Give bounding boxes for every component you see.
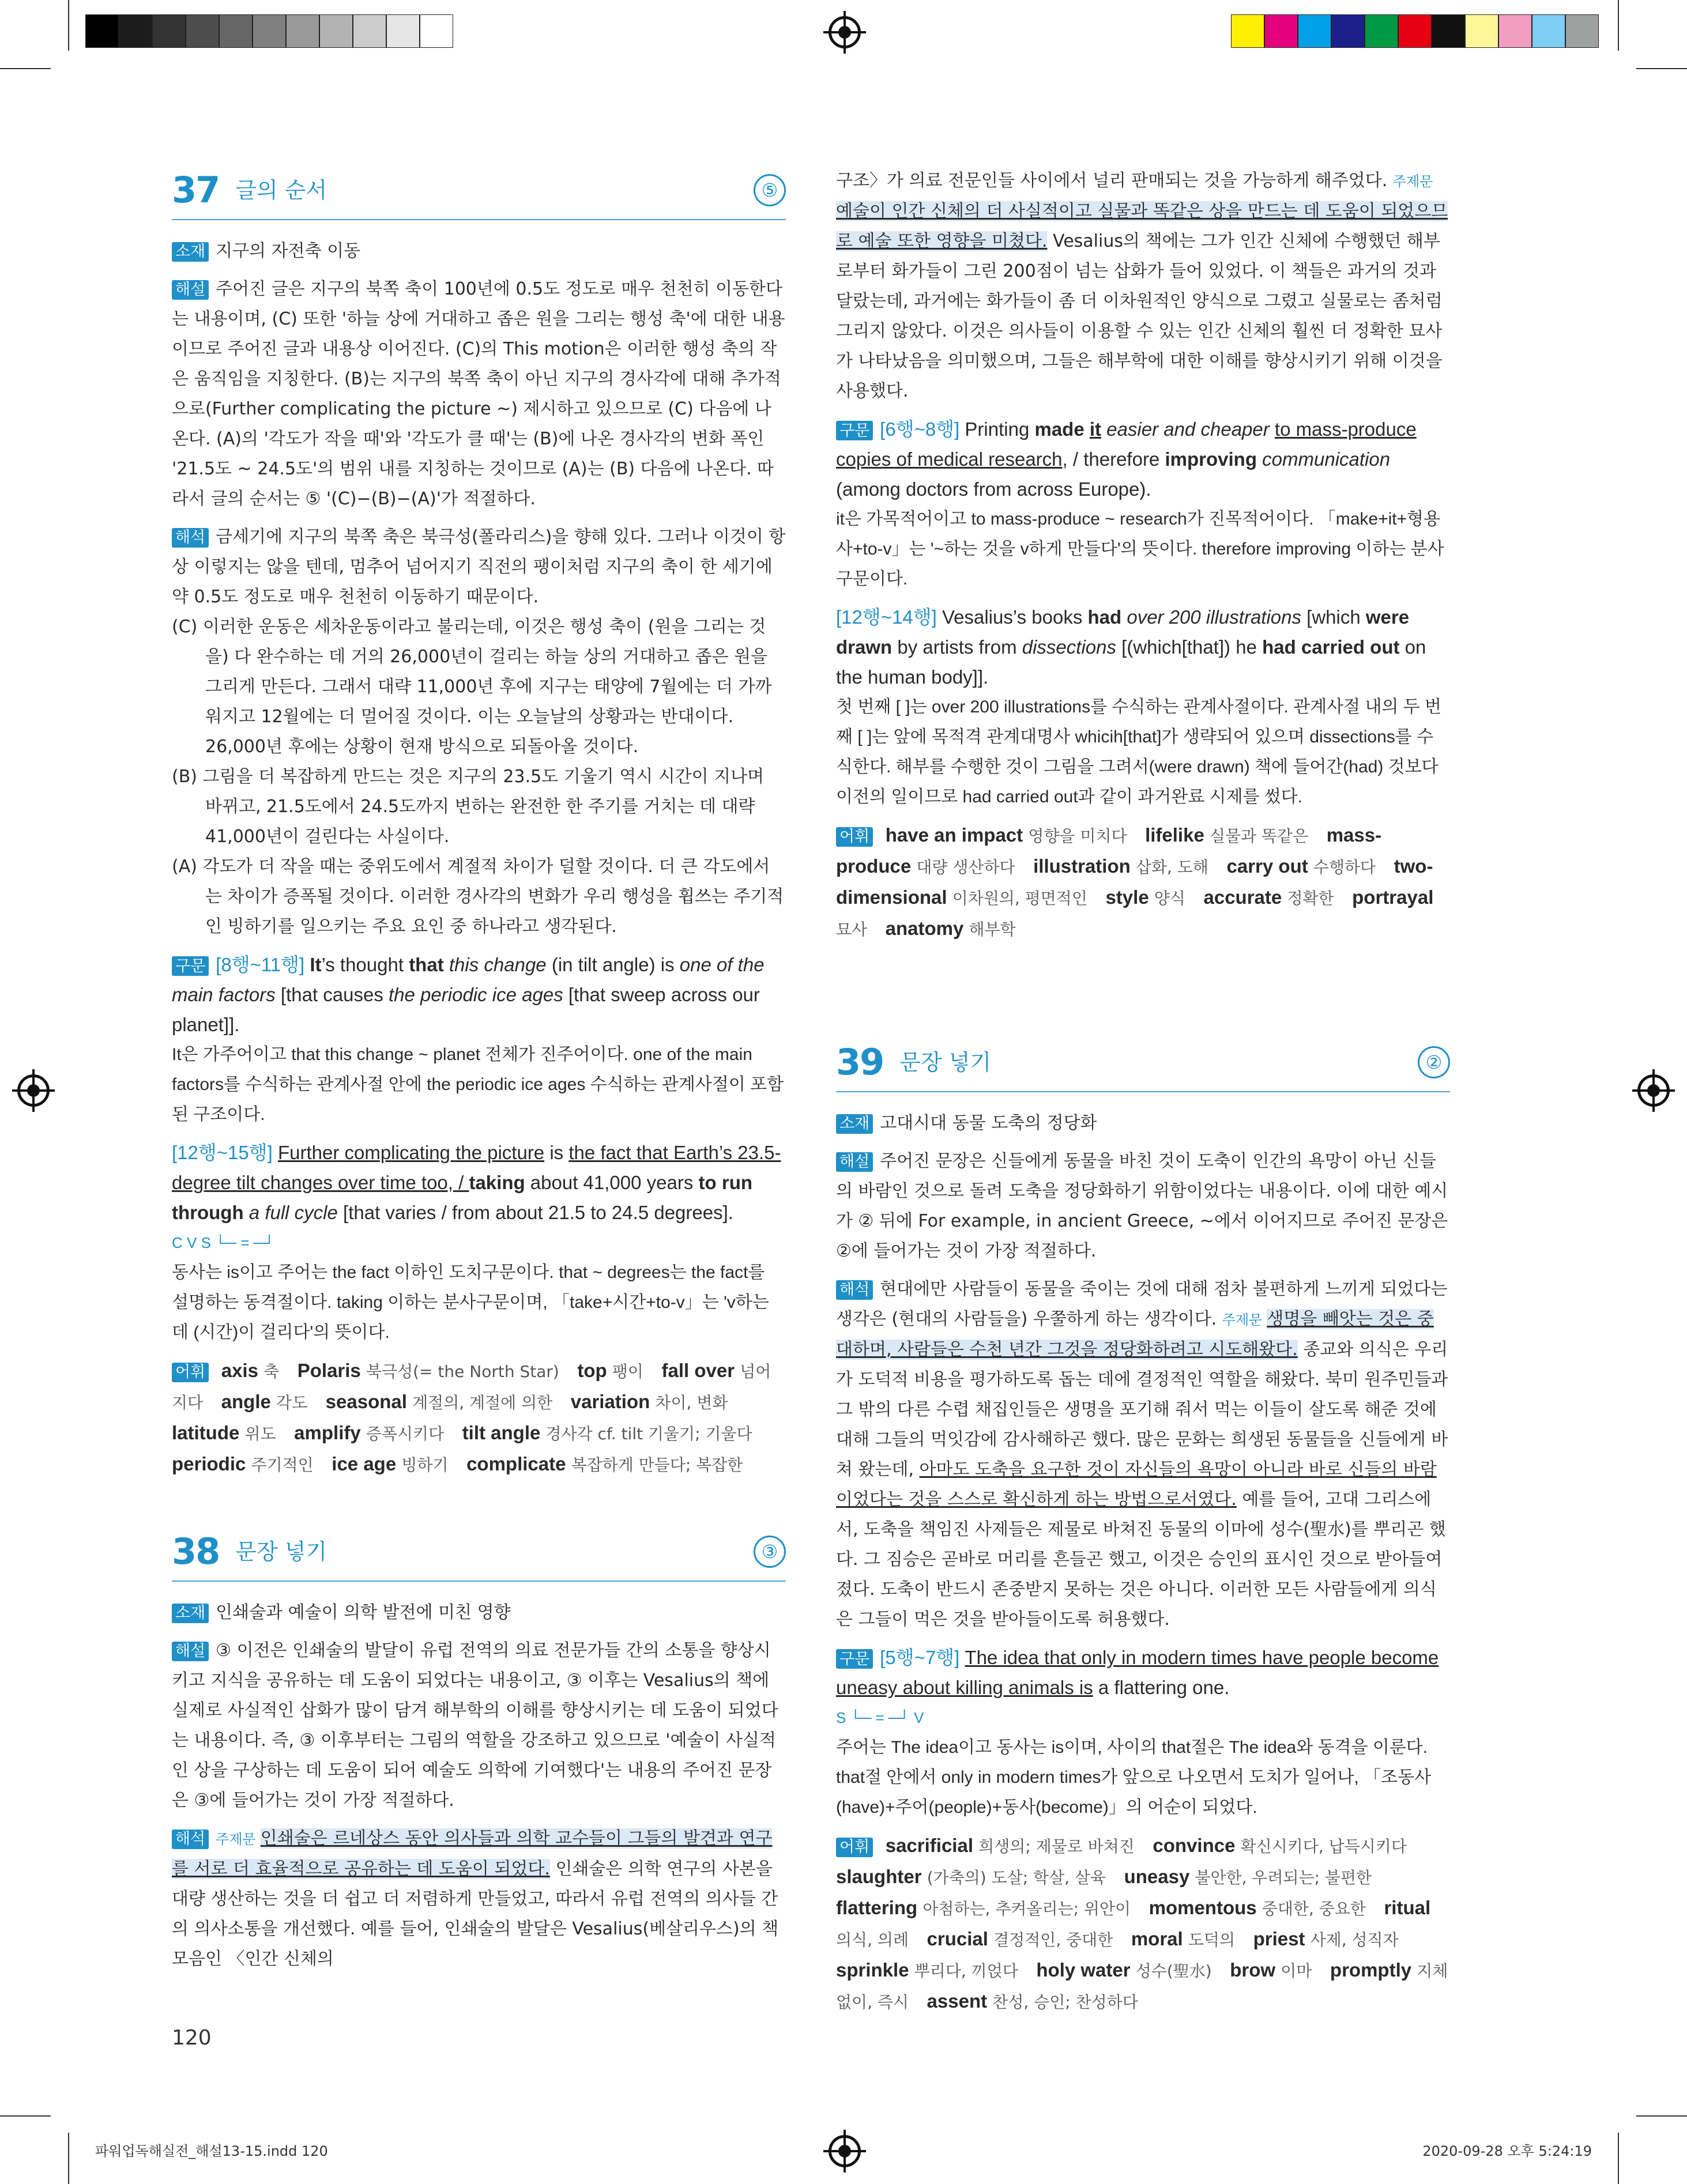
topic-sentence-note: 주제문: [1222, 1312, 1263, 1328]
vocab-block: [836, 1831, 1450, 2017]
vocab-meaning: 계절의, 계절에 의한: [412, 1393, 553, 1412]
vocab-meaning: 희생의; 제물로 바쳐진: [978, 1837, 1135, 1856]
vocab-block: [836, 820, 1450, 945]
sentence-part: were drawn: [836, 606, 1410, 658]
vocab-meaning: 축: [263, 1362, 280, 1381]
topic-sentence-note: 주제문: [1392, 173, 1433, 190]
sentence-part: ’s thought: [321, 954, 409, 975]
crop-mark: [0, 68, 51, 69]
question-type: 문장 넣기: [899, 1050, 992, 1075]
vocab-meaning: 아첨하는, 추켜올리는; 위안이: [922, 1899, 1131, 1918]
tag-haeseol: 해설: [172, 280, 209, 300]
tag-gumun: 구문: [172, 956, 209, 976]
sentence-part: (in tilt angle) is: [546, 954, 680, 975]
vocab-meaning: 대량 생산하다: [916, 858, 1015, 877]
sentence-part: Vesalius’s books: [942, 606, 1088, 628]
sentence-part: taking: [469, 1172, 525, 1193]
vocab-word: promptly: [1330, 1959, 1417, 1981]
vocab-word: axis: [221, 1360, 264, 1381]
syntax-block-1: [836, 414, 1450, 594]
vocab-word: sacrificial: [885, 1835, 979, 1856]
vocab-meaning: 주기적인: [251, 1455, 314, 1474]
sentence-part: [that sweep across our planet]].: [172, 984, 760, 1035]
syntax-explanation: 주어는 The idea이고 동사는 is이며, 사이의 that절은 The idea와 동격을 이룬다. that절 안에서 only in modern times가 앞으로 나오면서 도치가 일어나, 「조동사(have)+주어(people)+동사(become)」의 어순이 되었다.: [836, 1738, 1432, 1817]
translation-text: 현대에만 사람들이 동물을 죽이는 것에 대해 점차 불편하게 느끼게 되었다는 생각은 (현대의 사람들을) 우쭐하게 하는 생각이다.: [836, 1279, 1448, 1329]
subject-phrase: Further complicating the picture: [277, 1142, 545, 1163]
vocab-meaning: 각도: [276, 1393, 308, 1412]
translation-text: 예를 들어, 고대 그리스에서, 도축을 책임진 사제들은 제물로 바쳐진 동물의 이마에 성수(聖水)를 뿌리곤 했다. 그 짐승은 곧바로 머리를 흔들곤 했고, 이것은 승인의 표시인 것으로 받아들여졌다. 도축이 반드시 존중받지 못하는 것은 아니다. 이러한 모든 사람들에게 의식은 그들이 먹은 것을 받아들이도록 허용했다.: [836, 1489, 1446, 1629]
crop-mark: [1636, 2115, 1687, 2117]
vocab-meaning: 도덕의: [1188, 1930, 1236, 1949]
sentence-part: one of the main factors: [172, 954, 765, 1005]
topic-sentence: 인쇄술은 르네상스 동안 의사들과 의학 교수들이 그들의 발견과 연구를 서로 더 효율적으로 공유하는 데 도움이 되었다.: [172, 1828, 773, 1879]
vocab-meaning: 중대한, 중요한: [1262, 1899, 1366, 1918]
sentence-part: , / therefore: [1062, 448, 1165, 470]
vocab-word: uneasy: [1124, 1866, 1195, 1887]
grammar-marks: [836, 1703, 1450, 1733]
vocab-word: accurate: [1203, 887, 1287, 908]
grammar-marks: C V S └─ = ─┘: [172, 1234, 275, 1251]
sentence-part: made: [1034, 418, 1084, 440]
vocab-word: top: [577, 1360, 612, 1381]
vocab-meaning: 복잡하게 만들다; 복잡한: [571, 1455, 743, 1474]
translation-a: (A) 각도가 더 작을 때는 중위도에서 계절적 차이가 덜할 것이다. 더 큰 각도에서는 차이가 증폭될 것이다. 이러한 경사각의 변화가 우리 행성을 휩쓰는 주기적인 빙하기를 일으키는 주요 요인 중 하나라고 생각된다.: [172, 857, 784, 937]
sentence-part: the periodic ice ages: [389, 984, 563, 1005]
vocab-word: carry out: [1226, 855, 1313, 877]
vocab-word: lifelike: [1145, 824, 1210, 846]
vocab-word: complicate: [466, 1453, 571, 1474]
vocab-meaning: 양식: [1154, 889, 1185, 908]
grayscale-bar: [85, 14, 453, 49]
vocab-meaning: 넘어지다: [172, 1362, 771, 1412]
vocab-meaning: 이마: [1281, 1962, 1312, 1981]
explanation-block: [172, 274, 786, 514]
question-type: 문장 넣기: [235, 1539, 327, 1564]
translation-intro: 금세기에 지구의 북쪽 축은 북극성(폴라리스)을 향해 있다. 그러나 이것이 항상 이렇지는 않을 텐데, 멈추어 넘어지기 직전의 팽이처럼 지구의 축이 한 세기에 약 0.5도 정도로 매우 천천히 이동하기 때문이다.: [172, 527, 786, 607]
vocab-meaning: 뿌리다, 끼얹다: [914, 1962, 1018, 1981]
vocab-meaning: 빙하기: [401, 1455, 449, 1474]
section-header-37: [172, 161, 786, 220]
page-number: 120: [172, 2026, 212, 2050]
vocab-word: slaughter: [836, 1866, 927, 1887]
vocab-meaning: 결정적인, 중대한: [993, 1930, 1113, 1949]
explanation-block: [836, 1146, 1450, 1266]
tag-haeseok: 해석: [172, 528, 209, 548]
sentence-part: [which: [1301, 606, 1366, 628]
syntax-explanation: it은 가목적어이고 to mass-produce ~ research가 진목적어이다. 「make+it+형용사+to-v」는 '~하는 것을 v하게 만들다'의 뜻이다. therefore improving 이하는 분사구문이다.: [836, 510, 1444, 589]
crop-mark: [1636, 68, 1687, 69]
sentence-part: improving: [1165, 448, 1257, 470]
translation-b: (B) 그림을 더 복잡하게 만드는 것은 지구의 23.5도 기울기 역시 시간이 지나며 바뀌고, 21.5도에서 24.5도까지 변하는 완전한 한 주기를 거치는 데 대략 41,000년이 걸린다는 사실이다.: [172, 767, 765, 847]
line-ref: [5행~7행]: [880, 1647, 960, 1668]
line-ref: [6행~8행]: [880, 418, 960, 440]
sentence-part: [that varies / from about 21.5 to 24.5 degrees].: [337, 1202, 733, 1223]
vocab-meaning: 북극성(= the North Star): [366, 1362, 559, 1381]
vocab-word: mass-produce: [836, 824, 1382, 877]
left-column: [172, 161, 786, 1982]
explanation-block: [172, 1636, 786, 1816]
vocab-word: priest: [1253, 1928, 1311, 1949]
answer-badge: ②: [1418, 1046, 1450, 1078]
answer-badge: ⑤: [754, 174, 786, 206]
sentence-part: [(which[that]) he: [1116, 636, 1263, 658]
sentence-part: to mass-produce copies of medical research: [836, 418, 1417, 470]
tag-sojae: 소재: [172, 1604, 209, 1623]
topic-block: [172, 236, 786, 266]
tag-gumun: 구문: [836, 1649, 873, 1669]
vocab-word: amplify: [294, 1422, 366, 1443]
vocab-meaning: 사제, 성직자: [1310, 1930, 1399, 1949]
sentence-part: on the human body]].: [836, 636, 1426, 688]
translation-text: 구조〉가 의료 전문인들 사이에서 널리 판매되는 것을 가능하게 해주었다.: [836, 171, 1388, 191]
vocab-meaning: 의식, 의례: [836, 1930, 909, 1949]
vocab-meaning: 영향을 미치다: [1028, 827, 1127, 846]
syntax-explanation: 첫 번째 [ ]는 over 200 illustrations를 수식하는 관계사절이다. 관계사절 내의 두 번째 [ ]는 앞에 목적격 관계대명사 whicih[that]가 생략되어 있으며 dissections를 수식한다. 해부를 수행한 것이 그림을 그려서(were drawn) 책에 들어간(had) 것보다 이전의 일이므로 had carried out과 같이 과거완료 시제를 썼다.: [836, 697, 1442, 806]
vocab-meaning: (가축의) 도살; 학살, 살육: [927, 1868, 1106, 1887]
translation-block: [836, 1274, 1450, 1635]
tag-sojae: 소재: [836, 1114, 873, 1134]
vocab-word: latitude: [172, 1422, 245, 1443]
registration-mark-bottom: [829, 2135, 861, 2167]
vocab-meaning: 해부학: [969, 920, 1016, 939]
sentence-part: Printing: [965, 418, 1035, 440]
syntax-block-1: [172, 950, 786, 1130]
sentence-part: a flattering one.: [1093, 1677, 1230, 1698]
translation-text: 인쇄술은 의학 연구의 사본을 대량 생산하는 것을 더 쉽고 더 저렴하게 만들었고, 따라서 유럽 전역의 의사들 간의 의사소통을 개선했다. 예를 들어, 인쇄술의 발달은 Vesalius(베살리우스)의 책 모음인 〈인간 신체의: [172, 1859, 779, 1969]
color-bar: [1231, 14, 1599, 49]
sentence-part: that only in modern times have people become uneasy about killing animals: [836, 1647, 1439, 1698]
syntax-block-2: [836, 602, 1450, 812]
vocab-word: variation: [570, 1391, 656, 1412]
topic-text: 지구의 자전축 이동: [216, 241, 361, 261]
tag-eohwi: 어휘: [836, 1838, 873, 1857]
vocab-meaning: 수행하다: [1313, 858, 1376, 877]
sentence-part: had: [1087, 606, 1122, 628]
vocab-word: portrayal: [1352, 887, 1434, 908]
topic-block: [172, 1598, 786, 1628]
translation-text: Vesalius의 책에는 그가 인간 신체에 수행했던 해부로부터 화가들이 그린 200점이 넘는 삽화가 들어 있었다. 이 책들은 과거의 것과 달랐는데, 과거에는 화가들이 좀 더 이차원적인 양식으로 그렸고 실물로는 좀처럼 그리지 않았다. 이것은 의사들이 이용할 수 있는 인간 신체의 훨씬 더 정확한 묘사가 나타났음을 의미했으며, 그들은 해부학에 대한 이해를 향상시키기 위해 이것을 사용했다.: [836, 231, 1443, 401]
vocab-word: holy water: [1036, 1959, 1136, 1981]
sentence-part: had carried out: [1262, 636, 1400, 658]
section-header-39: [836, 1033, 1450, 1092]
vocab-meaning: 불안한, 우려되는; 불편한: [1195, 1868, 1372, 1887]
vocab-meaning: 성수(聖水): [1135, 1962, 1212, 1981]
vocab-meaning: 증폭시키다: [366, 1424, 445, 1443]
tag-haeseol: 해설: [836, 1152, 873, 1172]
sentence-part: dissections: [1022, 636, 1116, 658]
topic-text: 인쇄술과 예술이 의학 발전에 미친 영향: [216, 1602, 511, 1623]
question-number: 37: [172, 169, 220, 211]
grammar-mark-v: V: [914, 1709, 924, 1726]
sentence-part: over 200 illustrations: [1127, 606, 1301, 628]
vocab-word: convince: [1153, 1835, 1241, 1856]
section-header-38: [172, 1523, 786, 1582]
verb: is: [544, 1142, 569, 1163]
verb: is: [1074, 1677, 1093, 1698]
tag-sojae: 소재: [172, 242, 209, 262]
sentence-part: that: [409, 954, 444, 975]
crop-mark: [68, 2133, 69, 2184]
vocab-word: assent: [927, 1990, 993, 2012]
vocab-word: flattering: [836, 1897, 923, 1918]
line-ref: [12행~14행]: [836, 606, 937, 628]
vocab-word: anatomy: [885, 918, 969, 939]
line-ref: [12행~15행]: [172, 1142, 273, 1163]
vocab-meaning: 차이, 변화: [655, 1393, 728, 1412]
vocab-word: tilt angle: [462, 1422, 546, 1443]
footer-filename: 파워업독해실전_해설13-15.indd 120: [95, 2143, 328, 2159]
question-number: 38: [172, 1530, 220, 1572]
vocab-word: ritual: [1384, 1897, 1431, 1918]
crop-mark: [68, 0, 69, 51]
translation-continued: [836, 166, 1450, 406]
topic-sentence: 예술이 인간 신체의 더 사실적이고 실물과 똑같은 상을 만드는 데 도움이 되었으므로 예술 또한 영향을 미쳤다.: [836, 201, 1448, 251]
vocab-word: fall over: [661, 1360, 740, 1381]
translation-c: (C) 이러한 운동은 세차운동이라고 불리는데, 이것은 행성 축이 (원을 그리는 것을) 다 완수하는 데 거의 26,000년이 걸리는 하늘 상의 거대하고 좁은 원을 그리게 만든다. 그래서 대략 11,000년 후에 지구는 태양에 7월에는 더 가까워지고 12월에는 더 멀어질 것이다. 이는 오늘날의 상황과는 반대이다. 26,000년 후에는 상황이 현재 방식으로 되돌아올 것이다.: [172, 617, 772, 757]
vocab-word: Polaris: [297, 1360, 366, 1381]
sentence-part: this change: [449, 954, 547, 975]
explanation-text: ③ 이전은 인쇄술의 발달이 유럽 전역의 의료 전문가들 간의 소통을 향상시키고 지식을 공유하는 데 도움이 되었다는 내용이고, ③ 이후는 Vesalius의 책에 실제로 사실적인 삽화가 많이 담겨 해부학의 이해를 향상시키는 데 도움이 되었다는 내용이다. 즉, ③ 이후부터는 그림의 역할을 강조하고 있으므로 '예술이 사실적인 상을 구상하는 데 도움이 되어 예술도 의학에 기여했다'는 내용의 주어진 문장은 ③에 들어가는 것이 가장 적절하다.: [172, 1640, 778, 1810]
translation-block: [172, 1824, 786, 1974]
vocab-word: brow: [1230, 1959, 1281, 1981]
vocab-word: have an impact: [885, 824, 1029, 846]
vocab-word: illustration: [1033, 855, 1136, 877]
crop-mark: [1618, 0, 1619, 51]
syntax-explanation: It은 가주어이고 that this change ~ planet 전체가 진주어이다. one of the main factors를 수식하는 관계사절 안에 the periodic ice ages 수식하는 관계사절이 포함된 구조이다.: [172, 1045, 784, 1124]
tag-haeseol: 해설: [172, 1642, 209, 1661]
sentence-part: it: [1089, 418, 1102, 440]
explanation-text: 주어진 글은 지구의 북쪽 축이 100년에 0.5도 정도로 매우 천천히 이동한다는 내용이며, (C) 또한 '하늘 상에 거대하고 좁은 원을 그리는 행성 축'에 대한 내용이므로 주어진 글과 내용상 이어진다. (C)의 This motion은 이러한 행성 축의 작은 움직임을 지칭한다. (B)는 지구의 북쪽 축이 아닌 지구의 경사각에 대해 추가적으로(Further complicating the picture ~) 제시하고 있으므로 (C) 다음에 나온다. (A)의 '각도가 작을 때'와 '각도가 클 때'는 (B)에 나온 경사각의 변화 폭인 '21.5도 ~ 24.5도'의 범위 내를 지칭하는 것이므로 (A)는 (B) 다음에 나온다. 따라서 글의 순서는 ⑤ '(C)−(B)−(A)'가 적절하다.: [172, 279, 785, 509]
topic-block: [836, 1108, 1450, 1138]
vocab-meaning: 삽화, 도해: [1135, 858, 1208, 877]
crop-mark: [1618, 2133, 1619, 2184]
vocab-word: style: [1105, 887, 1154, 908]
vocab-word: sprinkle: [836, 1959, 914, 1981]
footer-timestamp: 2020-09-28 오후 5:24:19: [1422, 2143, 1592, 2159]
vocab-word: periodic: [172, 1453, 251, 1474]
vocab-meaning: 묘사: [836, 920, 868, 939]
registration-mark-left: [17, 1074, 50, 1107]
crop-mark: [0, 2115, 51, 2117]
sentence-part: by artists from: [892, 636, 1022, 658]
subject-phrase: The idea: [965, 1647, 1039, 1668]
topic-sentence: 생명을 빼앗는 것은 중대하며, 사람들은 수천 년간 그것을 정당화하려고 시도해왔다.: [836, 1309, 1434, 1360]
translation-text: 종교와 의식은 우리가 도덕적 비용을 평가하도록 돕는 데에 결정적인 역할을 해왔다. 북미 원주민들과 그 밖의 다른 수렵 채집인들은 생명을 포기해 줘서 먹는 이들이 살도록 해준 것에 대해 그들의 먹잇감에 감사해하곤 했다. 많은 문화는 희생된 동물들을 신들에게 바쳐 왔는데,: [836, 1340, 1448, 1480]
sentence-part: communication: [1262, 448, 1391, 470]
registration-mark-top: [829, 16, 861, 48]
sentence-part: (among doctors from across Europe).: [836, 478, 1151, 500]
tag-haeseok: 해석: [172, 1830, 209, 1849]
translation-block: [172, 522, 786, 942]
sentence-part: [that causes: [275, 984, 389, 1005]
explanation-text: 주어진 문장은 신들에게 동물을 바친 것이 도축이 인간의 욕망이 아닌 신들의 바람인 것으로 돌려 도축을 정당화하기 위함이었다는 내용이다. 이에 대한 예시가 ② 뒤에 For example, in ancient Greece, ~에서 이어지므로 주어진 문장은 ②에 들어가는 것이 가장 적절하다.: [836, 1151, 1448, 1261]
vocab-meaning: 경사각 cf. tilt 기울기; 기울다: [545, 1424, 752, 1443]
vocab-word: two-dimensional: [836, 855, 1433, 908]
sentence-part: about 41,000 years: [525, 1172, 699, 1193]
line-ref: [8행~11행]: [216, 954, 305, 975]
vocab-meaning: 지체 없이, 즉시: [836, 1962, 1448, 2012]
sentence-part: a full cycle: [248, 1202, 338, 1223]
registration-mark-right: [1637, 1074, 1670, 1107]
question-number: 39: [836, 1041, 884, 1083]
sentence-part: It: [310, 954, 322, 975]
tag-eohwi: 어휘: [836, 827, 873, 847]
vocab-word: moral: [1131, 1928, 1188, 1949]
grammar-mark-s: S └─ = ─┘: [836, 1709, 910, 1726]
question-type: 글의 순서: [235, 178, 327, 203]
vocab-word: crucial: [927, 1928, 994, 1949]
tag-haeseok: 해석: [836, 1280, 873, 1300]
vocab-meaning: 위도: [244, 1424, 276, 1443]
vocab-word: seasonal: [325, 1391, 413, 1412]
vocab-word: angle: [221, 1391, 277, 1412]
vocab-word: momentous: [1148, 1897, 1262, 1918]
sentence-part: easier and cheaper: [1106, 418, 1270, 440]
tag-gumun: 구문: [836, 421, 873, 440]
answer-badge: ③: [754, 1536, 786, 1568]
vocab-meaning: 찬성, 승인; 찬성하다: [992, 1993, 1138, 2012]
vocab-word: ice age: [332, 1453, 402, 1474]
syntax-block-2: [172, 1138, 786, 1348]
vocab-meaning: 이차원의, 평면적인: [952, 889, 1087, 908]
right-column: [836, 161, 1450, 2025]
vocab-meaning: 정확한: [1287, 889, 1334, 908]
translation-underlined: 아마도 도축을 요구한 것이 자신들의 욕망이 아니라 바로 신들의 바람이었다는 것을 스스로 확신하게 하는 방법으로서였다.: [836, 1459, 1437, 1510]
topic-text: 고대시대 동물 도축의 정당화: [880, 1113, 1097, 1133]
syntax-block: [836, 1643, 1450, 1823]
vocab-meaning: 실물과 똑같은: [1209, 827, 1309, 846]
sentence-part: to run through: [172, 1172, 753, 1223]
vocab-meaning: 확신시키다, 납득시키다: [1240, 1837, 1407, 1856]
vocab-meaning: 팽이: [612, 1362, 643, 1381]
vocab-block: [172, 1356, 786, 1480]
syntax-explanation: 동사는 is이고 주어는 the fact 이하인 도치구문이다. that ~ degrees는 the fact를 설명하는 동격절이다. taking 이하는 분사구문이며, 「take+시간+to-v」는 'v하는 데 (시간)이 걸리다'의 뜻이다.: [172, 1263, 769, 1342]
topic-sentence-note: 주제문: [216, 1831, 256, 1847]
sentence-part: the fact that Earth’s 23.5-degree tilt changes over time too, /: [172, 1142, 781, 1193]
tag-eohwi: 어휘: [172, 1363, 209, 1382]
